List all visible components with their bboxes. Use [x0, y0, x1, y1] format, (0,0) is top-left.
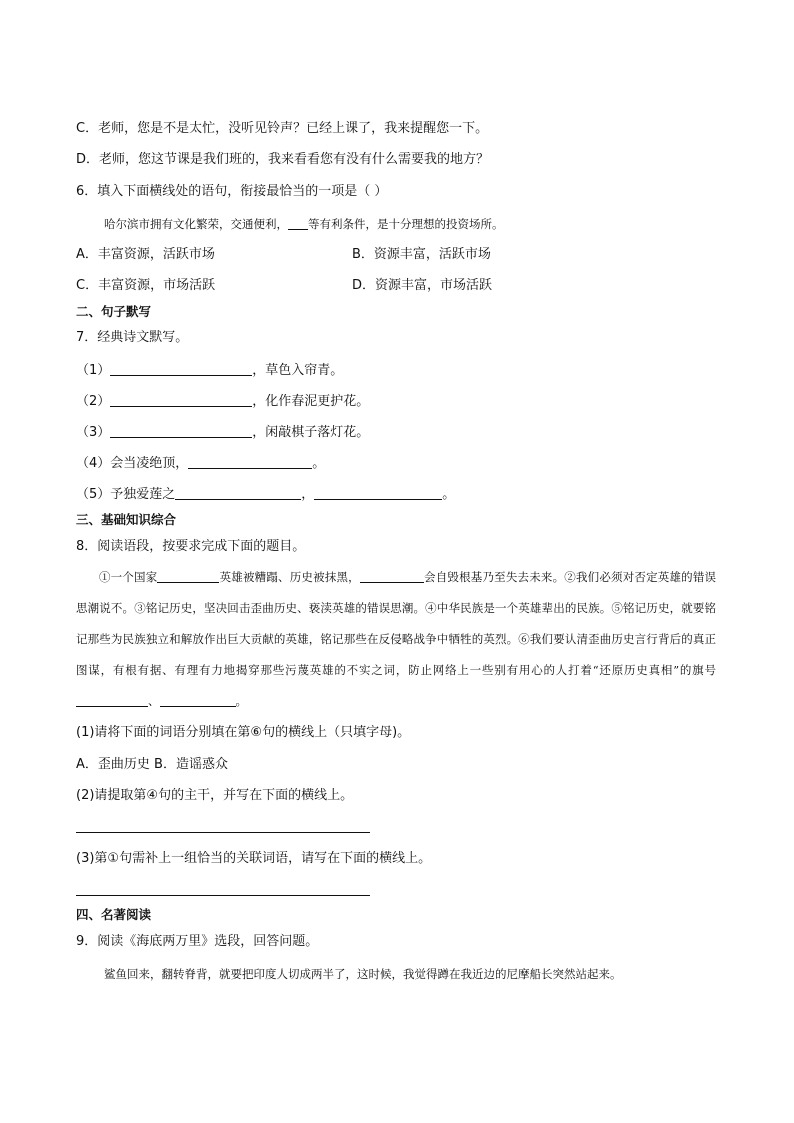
q7-item-4	[76, 454, 325, 473]
q8-passage-sep: 、	[148, 694, 160, 708]
q8-blank-2[interactable]	[360, 568, 424, 583]
q7-item-2-blank[interactable]	[110, 392, 252, 407]
q7-item-1-blank[interactable]	[110, 361, 252, 376]
q8-sub3-answer-line[interactable]	[76, 895, 370, 896]
q7-item-5-blank-1[interactable]	[175, 485, 301, 500]
q7-item-5-text: （5）予独爱莲之	[76, 487, 176, 502]
q7-item-2	[76, 392, 369, 411]
q8-sub2-answer-line[interactable]	[76, 832, 370, 833]
q8-passage-part2: 英雄被糟蹋、历史被抹黑，	[219, 570, 360, 584]
q7-item-2-number: （2）	[76, 394, 111, 409]
q6-passage	[104, 215, 504, 233]
q8-passage-part3: 会自毁根基乃至失去未来。②我们必须对否定英雄的错误思潮说不。③铭记历史，坚决回击歪曲历史、亵渎英雄的错误思潮。④中华民族是一个英雄辈出的民族。⑤铭记历史，就要铭记那些为民族独立和解放作出巨大贡献的英雄，铭记那些在反侵略战争中牺牲的英烈。⑥我们要认清歪曲历史言行背后的真正图谋，有根有据、有理有力地揭穿那些污蔑英雄的不实之词，防止网络上一些别有用心的人打着“还原历史真相”的旗号	[76, 570, 717, 677]
q7-item-3-blank[interactable]	[110, 423, 252, 438]
q9-stem: 9．阅读《海底两万里》选段，回答问题。	[76, 934, 319, 949]
q6-option-d: D．资源丰富，市场活跃	[352, 278, 493, 293]
q6-passage-part2: 等有利条件，是十分理想的投资场所。	[308, 217, 504, 231]
q5-option-d: D．老师，您这节课是我们班的，我来看看您有没有什么需要我的地方？	[76, 152, 490, 167]
q6-option-a: A．丰富资源，活跃市场	[76, 247, 215, 262]
section-3-heading: 三、基础知识综合	[76, 512, 177, 527]
q8-sub1-options: A．歪曲历史 B．造谣惑众	[76, 757, 228, 772]
q9-passage: 鲨鱼回来，翻转脊背，就要把印度人切成两半了，这时候，我觉得蹲在我近边的尼摩船长突然站起来。	[104, 967, 622, 981]
q8-sub3: (3)第①句需补上一组恰当的关联词语，请写在下面的横线上。	[76, 851, 432, 866]
q7-item-5	[76, 485, 455, 504]
section-4-heading: 四、名著阅读	[76, 907, 152, 922]
q8-blank-1[interactable]	[157, 568, 219, 583]
q8-passage	[76, 562, 716, 717]
q7-item-4-end: 。	[312, 456, 326, 471]
q8-stem: 8．阅读语段，按要求完成下面的题目。	[76, 539, 306, 554]
q7-item-1	[76, 361, 343, 380]
q7-item-4-blank[interactable]	[188, 454, 312, 469]
q6-option-b: B．资源丰富，活跃市场	[352, 247, 491, 262]
q8-sub1: (1)请将下面的词语分别填在第⑥句的横线上（只填字母)。	[76, 725, 411, 740]
q8-sub2: (2)请提取第④句的主干，并写在下面的横线上。	[76, 788, 354, 803]
q5-option-c: C．老师，您是不是太忙，没听见铃声？已经上课了，我来提醒您一下。	[76, 121, 489, 136]
q7-item-1-text: ，草色入帘青。	[252, 363, 344, 378]
q7-item-4-text: （4）会当凌绝顶，	[76, 456, 189, 471]
q7-item-2-text: ，化作春泥更护花。	[252, 394, 370, 409]
q7-item-1-number: （1）	[76, 363, 111, 378]
q7-item-3-number: （3）	[76, 425, 111, 440]
q6-option-c: C．丰富资源，市场活跃	[76, 278, 216, 293]
q6-stem: 6．填入下面横线处的语句，衔接最恰当的一项是（ ）	[76, 184, 388, 199]
q6-passage-part1: 哈尔滨市拥有文化繁荣，交通便利，	[104, 217, 288, 231]
q7-item-3-text: ，闲敲棋子落灯花。	[252, 425, 370, 440]
section-2-heading: 二、句子默写	[76, 304, 152, 319]
q7-stem: 7．经典诗文默写。	[76, 330, 189, 345]
q7-item-5-blank-2[interactable]	[314, 485, 442, 500]
q8-passage-end: 。	[235, 694, 247, 708]
q8-blank-4[interactable]	[160, 692, 236, 707]
q7-item-5-end: 。	[442, 487, 456, 502]
q7-item-5-comma: ，	[301, 487, 315, 502]
q8-passage-part1: ①一个国家	[99, 570, 158, 584]
q6-blank	[288, 215, 308, 230]
q8-blank-3[interactable]	[76, 692, 148, 707]
q7-item-3	[76, 423, 369, 442]
